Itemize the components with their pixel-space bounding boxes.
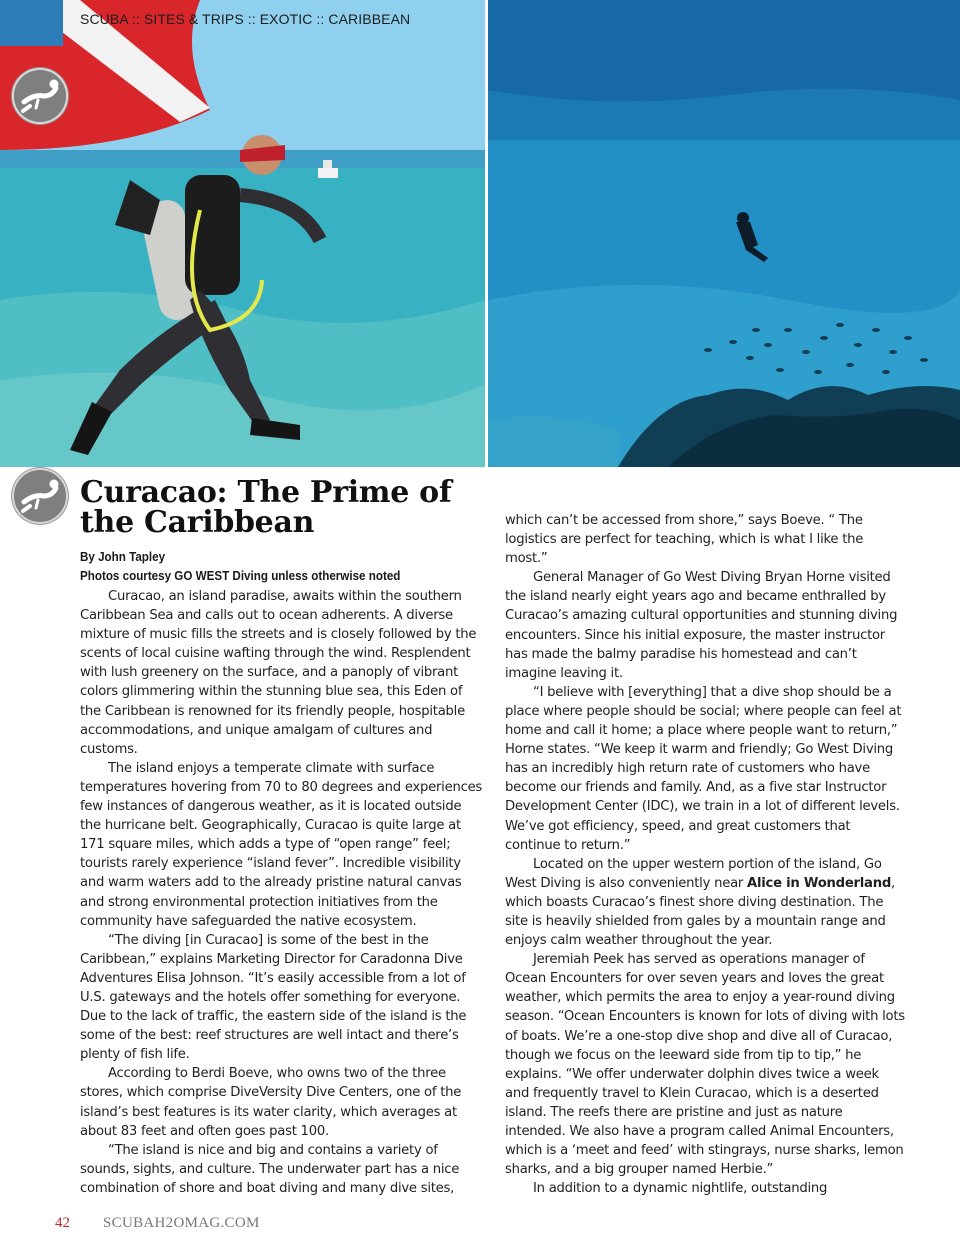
article-paragraph: Curacao, an island paradise, awaits within the southern Caribbean Sea and calls out to ocean adherents. A diverse mixture of music fills the streets and is closely followed by the scents of local cuisine wafting through the wind. Resplendent with lush greenery on the surface, and a panoply of vibrant colors glimmering within the stunning blue sea, this Eden of the Caribbean is renowned for its friendly people, hospitable accommodations, and unique amalgam of cultures and customs. [80, 589, 477, 757]
paragraph-text: Located on the upper western portion of the island, Go West Diving is also conveniently near [505, 856, 882, 891]
article-paragraph: “The island is nice and big and contains a variety of sounds, sights, and culture. The underwater part has a nice combination of shore and boat diving and many dive sites, [80, 1142, 460, 1196]
section-tab [0, 0, 63, 46]
article-paragraph: “The diving [in Curacao] is some of the best in the Caribbean,” explains Marketing Director for Caradonna Dive Adventures Elisa Johnson. “It’s easily accessible from a lot of U.S. gateways and the hotels offer something for everyone. Due to the lack of traffic, the eastern side of the island is the some of the best: reef structures are well intact and there’s plenty of fish life. [80, 932, 467, 1063]
photo-credit: Photos courtesy GO WEST Diving unless otherwise noted [80, 569, 401, 583]
article-paragraph: Jeremiah Peek has served as operations manager of Ocean Encounters for over seven years and loves the great weather, which permits the area to enjoy a year-round diving season. “Ocean Encounters is known for lots of diving with lots of boats. We’re a one-stop dive shop and dive all of Curacao, though we focus on the leeward side from tip to tip,” he explains. “We offer underwater dolphin dives twice a week and frequently travel to Klein Curacao, which is a deserted island. The reefs there are pristine and just as nature intended. We also have a program called Animal Encounters, which is a ‘meet and feed’ with stingrays, nurse sharks, lemon sharks, and a big grouper named Herbie.” [505, 952, 905, 1178]
article-paragraph: General Manager of Go West Diving Bryan Horne visited the island nearly eight years ago and became enthralled by Curacao’s amazing cultural opportunities and stunning diving encounters. Since his initial exposure, the master instructor has made the balmy paradise his homestead and can’t imagine leaving it. [505, 570, 898, 681]
paragraph-text: , which boasts Curacao’s finest shore diving destination. The site is heavily shielded from gales by a mountain range and enjoys calm weather throughout the year. [505, 875, 895, 949]
article-paragraph: In addition to a dynamic nightlife, outstanding [533, 1181, 828, 1197]
page-number: 42 [55, 1215, 70, 1231]
diver-jump-illustration [0, 0, 485, 467]
underwater-reef-illustration [488, 0, 960, 467]
scuba-diver-icon [12, 468, 68, 524]
dive-site-name: Alice in Wonderland [747, 875, 892, 891]
section-breadcrumb[interactable]: SCUBA :: SITES & TRIPS :: EXOTIC :: CARIBBEAN [80, 11, 411, 27]
article-column-left [80, 587, 485, 1198]
photo-diver-jumping [0, 0, 485, 467]
photo-underwater-reef [488, 0, 960, 467]
footer-site-link[interactable]: SCUBAH2OMAG.COM [103, 1215, 260, 1231]
article-paragraph-continued: which can’t be accessed from shore,” says Boeve. “ The logistics are perfect for teaching, which is what I like the most.” [505, 513, 864, 567]
article-paragraph: The island enjoys a temperate climate with surface temperatures hovering from 70 to 80 degrees and experiences few instances of dangerous weather, as it is located outside the hurricane belt. Geographically, Curacao is quite large at 171 square miles, which adds a type of “open range” feel; tourists rarely experience “island fever”. Incredible visibility and warm waters add to the already pristine natural canvas and strong environmental protection initiatives from the community have safeguarded the native ecosystem. [80, 760, 483, 929]
article-title: Curacao: The Prime of the Caribbean [80, 475, 452, 540]
scuba-diver-icon [12, 68, 68, 124]
article-column-right [505, 511, 905, 1198]
article-paragraph [505, 855, 905, 950]
article-paragraph: According to Berdi Boeve, who owns two of the three stores, which comprise DiveVersity Dive Centers, one of the island’s best features is its water clarity, which averages at about 83 feet and often goes past 100. [80, 1066, 462, 1139]
article-byline: By John Tapley [80, 550, 166, 564]
article-paragraph: “I believe with [everything] that a dive shop should be a place where people should be social; where people can feel at home and call it home; a place where people want to return,” Horne states. “We keep it warm and friendly; Go West Diving has an incredibly high return rate of customers who have become our friends and family. And, as a five star Instructor Development Center (IDC), we train in a lot of different levels. We’ve got efficiency, speed, and great customers that continue to return.” [505, 684, 902, 853]
